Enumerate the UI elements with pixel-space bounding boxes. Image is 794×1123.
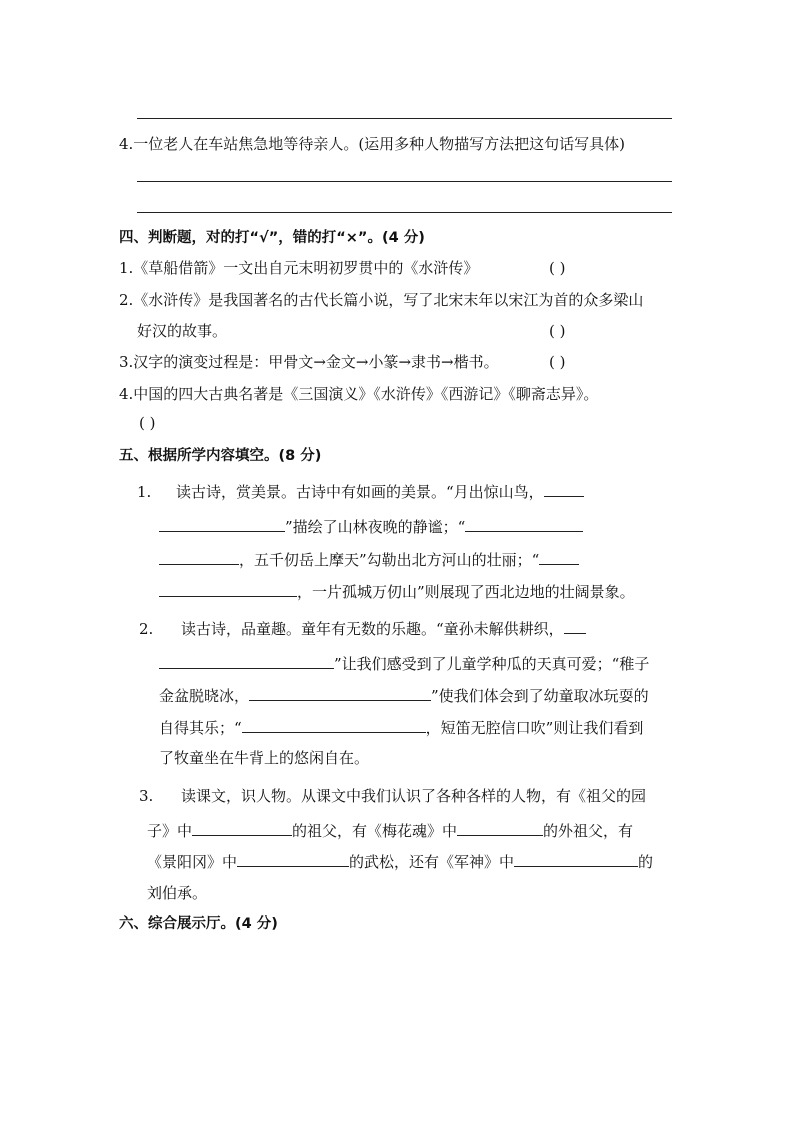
section-heading: 五、根据所学内容填空。(8 分)	[119, 448, 322, 464]
blank[interactable]	[237, 852, 349, 867]
fill-text: ，一片孤城万仞山”则展现了西北边地的壮阔景象。	[159, 582, 635, 602]
fill-text: 金盆脱晓冰， ”使我们体会到了幼童取冰玩耍的	[159, 687, 649, 705]
judgment-item: 4.中国的四大古典名著是《三国演义》《水浒传》《西游记》《聊斋志异》。	[119, 385, 599, 403]
item-number: 1.	[137, 483, 152, 501]
judgment-item: 2.《水浒传》是我国著名的古代长篇小说，写了北宋末年以宋江为首的众多梁山	[119, 291, 644, 309]
blank[interactable]	[514, 852, 638, 867]
item-number: 3.	[139, 787, 154, 805]
blank[interactable]	[159, 550, 239, 565]
answer-bracket: ( )	[139, 414, 156, 432]
answer-bracket: ( )	[549, 322, 566, 340]
blank[interactable]	[192, 821, 292, 836]
blank[interactable]	[465, 517, 583, 532]
blank[interactable]	[159, 582, 297, 597]
blank[interactable]	[539, 550, 579, 565]
answer-line	[137, 212, 672, 213]
section-heading: 六、综合展示厅。(4 分)	[119, 916, 278, 932]
section-heading: 四、判断题，对的打“√”，错的打“×”。(4 分)	[119, 230, 425, 246]
fill-text: 刘伯承。	[147, 884, 208, 902]
blank[interactable]	[249, 686, 431, 701]
answer-line	[137, 181, 672, 182]
answer-bracket: ( )	[549, 259, 566, 277]
blank[interactable]	[159, 654, 334, 669]
fill-text: 了牧童坐在牛背上的悠闲自在。	[159, 749, 370, 767]
fill-text: ”让我们感受到了儿童学种瓜的天真可爱；“稚子	[159, 654, 649, 674]
blank[interactable]	[564, 619, 586, 634]
item-number: 2.	[139, 620, 154, 638]
judgment-item-continued: 好汉的故事。	[137, 322, 228, 340]
fill-text: ，五千仞岳上摩天”勾勒出北方河山的壮丽；“	[159, 550, 579, 570]
fill-text: 子》中 的祖父，有《梅花魂》中 的外祖父，有	[147, 822, 634, 840]
question-text: 4.一位老人在车站焦急地等待亲人。(运用多种人物描写方法把这句话写具体)	[119, 135, 626, 153]
blank[interactable]	[159, 517, 285, 532]
fill-text: 读古诗，品童趣。童年有无数的乐趣。“童孙未解供耕织，	[181, 619, 586, 639]
fill-text: 《景阳冈》中 的武松，还有《军神》中 的	[147, 853, 654, 871]
fill-text: ”描绘了山林夜晚的静谧；“	[159, 517, 583, 537]
judgment-item: 3.汉字的演变过程是：甲骨文→金文→小篆→隶书→楷书。	[119, 353, 499, 371]
judgment-item: 1.《草船借箭》一文出自元末明初罗贯中的《水浒传》	[119, 259, 479, 277]
answer-bracket: ( )	[549, 353, 566, 371]
blank[interactable]	[242, 718, 426, 733]
fill-text: 自得其乐；“ ，短笛无腔信口吹”则让我们看到	[159, 719, 644, 737]
fill-text: 读古诗，赏美景。古诗中有如画的美景。“月出惊山鸟，	[176, 482, 584, 502]
fill-text: 读课文，识人物。从课文中我们认识了各种各样的人物，有《祖父的园	[181, 787, 647, 805]
blank[interactable]	[544, 482, 584, 497]
blank[interactable]	[457, 821, 543, 836]
answer-line	[137, 118, 672, 119]
